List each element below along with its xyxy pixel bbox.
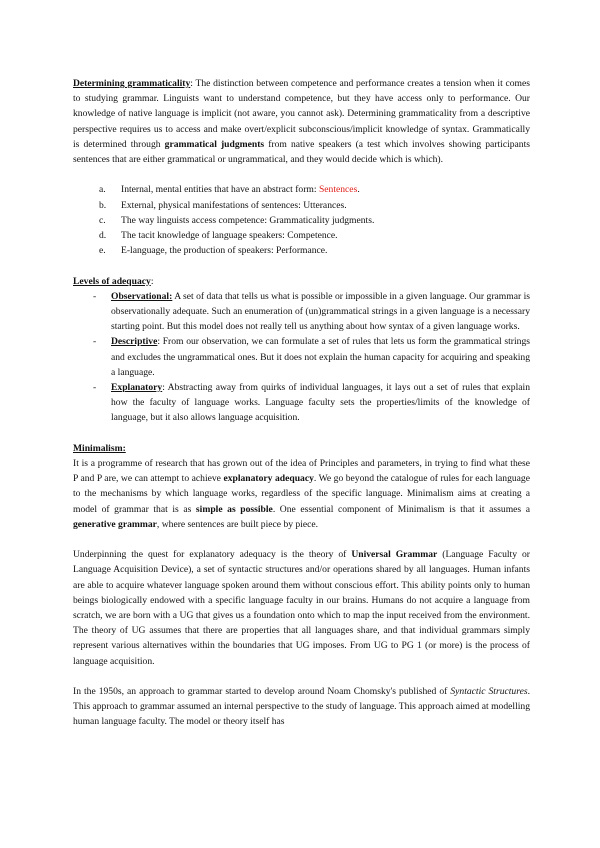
- list-item: [93, 380, 530, 426]
- bold-term-explanatory-adequacy: explanatory adequacy: [223, 473, 314, 485]
- section-heading-levels: Levels of adequacy: [73, 275, 151, 287]
- grammaticality-text-2: from native speakers (a test which involves showing participants sentences that are either grammatical or ungrammatical, and they would decide which is which).: [73, 138, 531, 166]
- list-marker: -: [93, 336, 97, 348]
- ug-text-a: Underpinning the quest for explanatory adequacy is the theory of: [73, 549, 352, 561]
- list-marker: -: [93, 382, 97, 394]
- list-marker: e.: [99, 245, 106, 257]
- level-term-explanatory: Explanatory: [111, 382, 163, 394]
- list-item-text: The way linguists access competence: Grammaticality judgments.: [121, 214, 375, 226]
- minimalism-text-d: , where sentences are built piece by piece.: [156, 518, 319, 530]
- chomsky-text-b: . This approach to grammar assumed an internal perspective to the study of language. This approach aimed at modelling human language faculty. The model or theory itself has: [73, 686, 530, 728]
- list-item: [99, 228, 530, 243]
- list-item-text: A set of data that tells us what is possible or impossible in a given language. Our grammar is observationally adequate. Such an enumeration of (un)grammatical strings in a given language is a necessary starting point. But this model does not really tell us anything about how syntax of a given language works.: [111, 290, 530, 333]
- levels-heading-line: [73, 274, 530, 289]
- list-marker: a.: [99, 184, 106, 196]
- list-item-text: E-language, the production of speakers: Performance.: [121, 245, 328, 257]
- spacer: [73, 167, 530, 182]
- list-item-text: External, physical manifestations of sentences: Utterances.: [121, 199, 347, 211]
- section-heading-minimalism: Minimalism:: [73, 442, 126, 454]
- list-item-text: The tacit knowledge of language speakers: Competence.: [121, 230, 338, 242]
- list-marker: b.: [99, 199, 107, 211]
- minimalism-paragraph: [73, 456, 530, 532]
- alpha-list: [73, 182, 530, 258]
- level-term-observational: Observational:: [111, 290, 173, 302]
- spacer: [73, 532, 530, 547]
- minimalism-text-c: . One essential component of Minimalism is that it assumes a: [272, 503, 530, 515]
- grammaticality-paragraph: [73, 76, 530, 167]
- list-item: [99, 213, 530, 228]
- highlighted-term-sentences: Sentences: [318, 184, 358, 196]
- section-heading-grammaticality: Determining grammaticality: [73, 78, 191, 89]
- minimalism-text-a: It is a programme of research that has grown out of the idea of Principles and parameters, in trying to find what these P and P are, we can attempt to achieve: [73, 458, 530, 485]
- chomsky-paragraph: [73, 684, 530, 730]
- list-item-tail: .: [357, 184, 360, 196]
- italic-title-syntactic-structures: Syntactic Structures: [450, 686, 528, 698]
- list-item-text: Internal, mental entities that have an abstract form:: [121, 184, 319, 196]
- grammaticality-text-1: : The distinction between competence and performance creates a tension when it comes to studying grammar. Linguists want to understand competence, but they have access only to performance. Our knowledge of native language is implicit (not aware, you cannot ask). Determining grammaticality from a descriptive perspective requires us to access and make overt/explicit subconscious/implicit knowledge of syntax. Grammatically is determined through: [73, 78, 530, 150]
- list-item: [99, 182, 530, 197]
- ug-text-b: (Language Faculty or Language Acquisition Device), a set of syntactic structures and/or operations shared by all languages. Human infants are able to acquire whatever language spoken around them without conscious effort. This ability points only to human beings biologically endowed with a specific language faculty in our brains. Humans do not acquire a language from scratch, we are born with a UG that gives us a foundation onto which to map the input received from the environment. The theory of UG assumes that there are properties that all languages share, and that individual grammars simply represent various alternatives within the boundaries that UG imposes. From UG to PG 1 (or more) is the process of language acquisition.: [73, 549, 530, 667]
- universal-grammar-paragraph: [73, 547, 530, 669]
- list-item: [99, 243, 530, 258]
- list-marker: -: [93, 290, 97, 302]
- spacer: [73, 258, 530, 273]
- spacer: [73, 669, 530, 684]
- spacer: [73, 426, 530, 441]
- bold-term-grammatical-judgments: grammatical judgments: [164, 138, 265, 150]
- list-item-text: : From our observation, we can formulate a set of rules that lets us form the grammatical strings and excludes the ungrammatical ones. But it does not explain the human capacity for acquiring and speaking a language.: [111, 336, 530, 378]
- level-term-descriptive: Descriptive: [111, 336, 158, 348]
- list-marker: d.: [99, 230, 107, 242]
- bold-term-universal-grammar: Universal Grammar: [351, 549, 438, 561]
- levels-list: [73, 289, 530, 426]
- list-item-text: : Abstracting away from quirks of individual languages, it lays out a set of rules that explain how the faculty of language works. Language faculty sets the properties/limits of the knowledge of language, but it also allows language acquisition.: [111, 382, 530, 424]
- levels-heading-colon: :: [150, 275, 154, 287]
- minimalism-text-b: . We go beyond the catalogue of rules for each language to the mechanisms by which language works, regardless of the specific language. Minimalism aims at creating a model of grammar that is as: [73, 473, 530, 515]
- chomsky-text-a: In the 1950s, an approach to grammar started to develop around Noam Chomsky's published of: [73, 686, 451, 698]
- bold-term-generative-grammar: generative grammar: [73, 518, 157, 530]
- list-item: [93, 289, 530, 335]
- list-item: [93, 334, 530, 380]
- list-marker: c.: [99, 214, 106, 226]
- bold-term-simple-as-possible: simple as possible: [195, 503, 273, 515]
- list-item: [99, 198, 530, 213]
